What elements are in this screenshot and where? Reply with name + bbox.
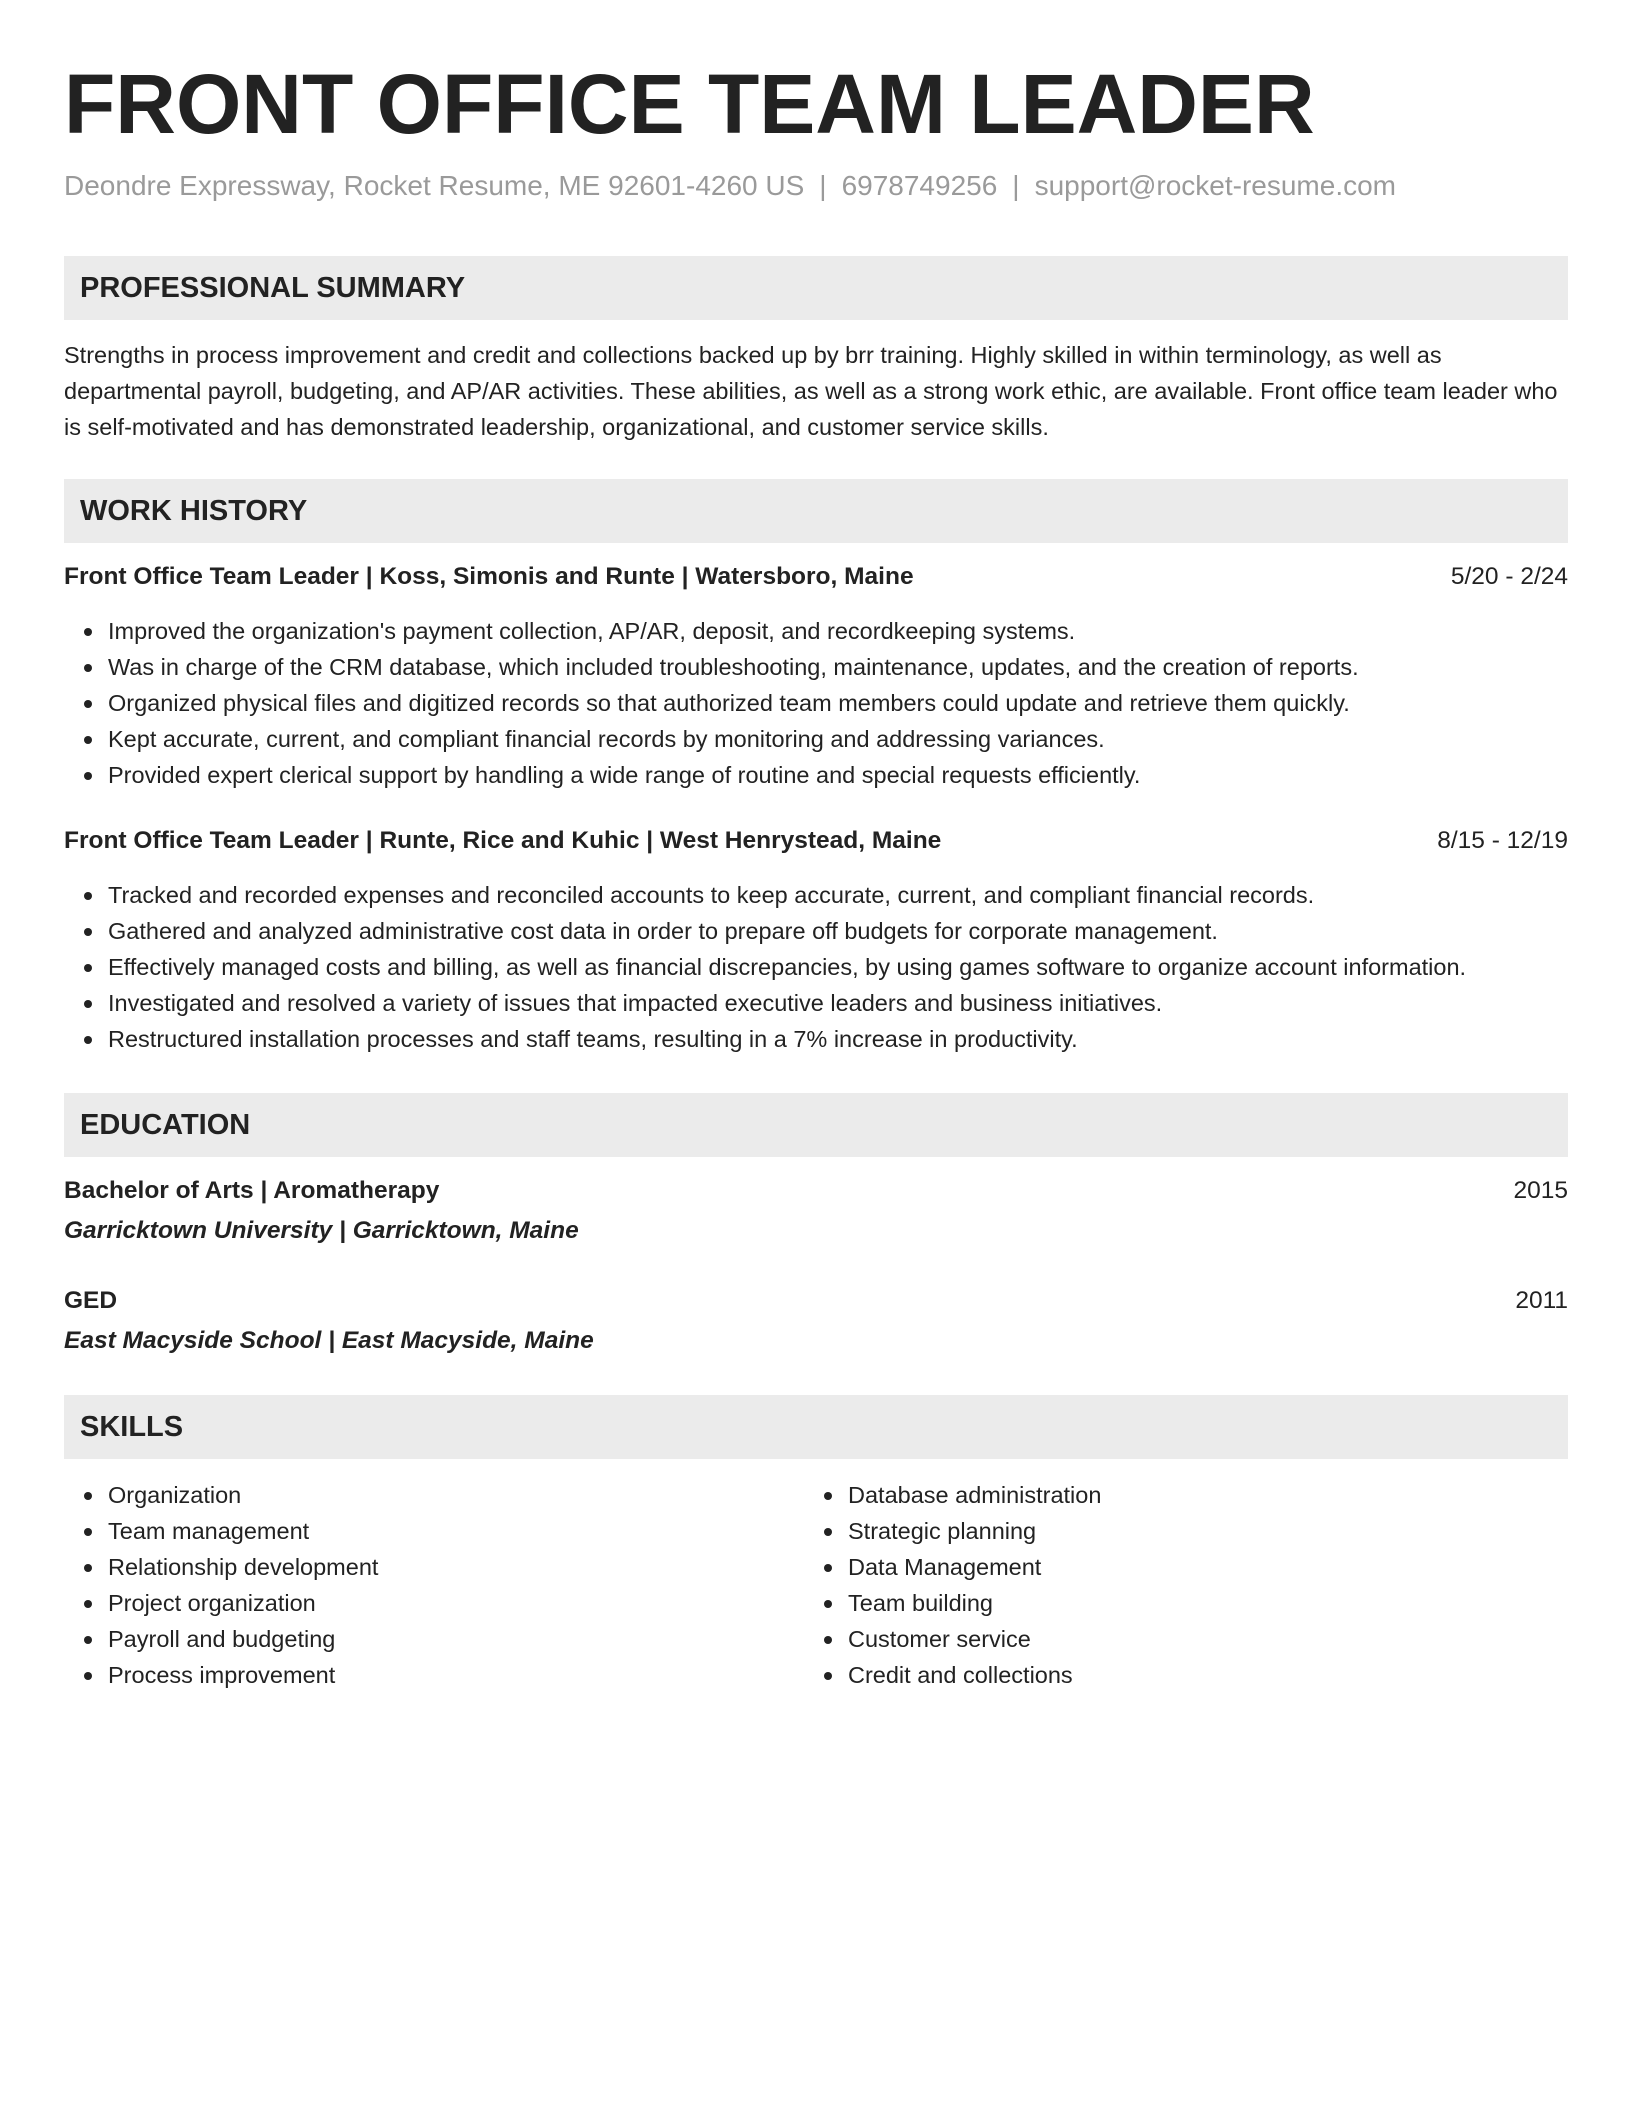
education-year: 2011	[1515, 1287, 1568, 1314]
bullet-icon	[84, 700, 92, 708]
contact-separator: |	[819, 170, 827, 201]
bullet-text: Tracked and recorded expenses and reconciled accounts to keep accurate, current, and compliant financial records.	[108, 882, 1315, 908]
education-school: East Macyside School | East Macyside, Maine	[64, 1327, 594, 1354]
section-header-skills: SKILLS	[64, 1395, 1568, 1459]
education-entry	[64, 1173, 1568, 1249]
contact-address: Deondre Expressway, Rocket Resume, ME 92601-4260 US	[64, 170, 805, 201]
job-entry	[64, 823, 1568, 1057]
skills-list	[804, 1477, 1544, 1693]
list-item	[848, 1585, 1544, 1621]
skill-text: Strategic planning	[848, 1518, 1037, 1544]
job-dates: 8/15 - 12/19	[1437, 827, 1568, 854]
bullet-icon	[84, 772, 92, 780]
list-item	[108, 1621, 804, 1657]
skill-text: Project organization	[108, 1590, 316, 1616]
education-entry	[64, 1283, 1568, 1359]
bullet-text: Gathered and analyzed administrative cost data in order to prepare off budgets for corporate management.	[108, 918, 1218, 944]
list-item	[848, 1657, 1544, 1693]
education-degree: GED	[64, 1287, 118, 1314]
list-item	[848, 1513, 1544, 1549]
skill-text: Credit and collections	[848, 1662, 1073, 1688]
skills-column-right	[804, 1477, 1544, 1693]
bullet-icon	[84, 1672, 92, 1680]
list-item	[108, 877, 1568, 913]
job-title: Front Office Team Leader | Koss, Simonis and Runte | Watersboro, Maine	[64, 563, 914, 590]
bullet-icon	[84, 964, 92, 972]
bullet-icon	[84, 1636, 92, 1644]
list-item	[108, 1657, 804, 1693]
skill-text: Customer service	[848, 1626, 1031, 1652]
list-item	[108, 1477, 804, 1513]
bullet-icon	[84, 1000, 92, 1008]
job-bullet-list	[64, 877, 1568, 1057]
job-header	[64, 823, 1568, 859]
education-year: 2015	[1513, 1177, 1568, 1204]
bullet-text: Kept accurate, current, and compliant financial records by monitoring and addressing variances.	[108, 726, 1105, 752]
bullet-text: Improved the organization's payment collection, AP/AR, deposit, and recordkeeping systems.	[108, 618, 1076, 644]
summary-text: Strengths in process improvement and credit and collections backed up by brr training. Highly skilled in within terminology, as well as departmental payroll, budgeting, and AP/AR activities. These abilities, as well as a strong work ethic, are available. Front office team leader who is self-motivated and has demonstrated leadership, organizational, and customer service skills.	[64, 342, 1558, 440]
skill-text: Data Management	[848, 1554, 1042, 1580]
contact-line	[64, 168, 1568, 204]
job-entry	[64, 559, 1568, 793]
skills-column-left	[64, 1477, 804, 1693]
job-bullet-list	[64, 613, 1568, 793]
list-item	[108, 757, 1568, 793]
bullet-icon	[84, 1564, 92, 1572]
list-item	[108, 649, 1568, 685]
list-item	[108, 685, 1568, 721]
list-item	[108, 1513, 804, 1549]
contact-separator: |	[1012, 170, 1020, 201]
bullet-text: Was in charge of the CRM database, which included troubleshooting, maintenance, updates, and the creation of reports.	[108, 654, 1359, 680]
skills-list	[64, 1477, 804, 1693]
list-item	[108, 721, 1568, 757]
bullet-text: Restructured installation processes and staff teams, resulting in a 7% increase in productivity.	[108, 1026, 1078, 1052]
list-item	[848, 1549, 1544, 1585]
job-dates: 5/20 - 2/24	[1450, 563, 1568, 590]
list-item	[108, 1549, 804, 1585]
list-item	[108, 949, 1568, 985]
bullet-icon	[84, 628, 92, 636]
list-item	[108, 1021, 1568, 1057]
list-item	[108, 1585, 804, 1621]
skill-text: Team building	[848, 1590, 994, 1616]
list-item	[108, 613, 1568, 649]
section-header-education: EDUCATION	[64, 1093, 1568, 1157]
bullet-icon	[84, 1528, 92, 1536]
bullet-icon	[84, 1492, 92, 1500]
contact-email: support@rocket-resume.com	[1034, 170, 1397, 201]
bullet-icon	[824, 1636, 832, 1644]
job-title: Front Office Team Leader | Runte, Rice and Kuhic | West Henrystead, Maine	[64, 827, 942, 854]
contact-phone: 6978749256	[841, 170, 998, 201]
bullet-icon	[824, 1672, 832, 1680]
list-item	[848, 1621, 1544, 1657]
bullet-text: Investigated and resolved a variety of issues that impacted executive leaders and business initiatives.	[108, 990, 1163, 1016]
skill-text: Team management	[108, 1518, 310, 1544]
bullet-icon	[84, 1036, 92, 1044]
education-school: Garricktown University | Garricktown, Maine	[64, 1217, 579, 1244]
education-header	[64, 1283, 1568, 1319]
section-header-work-history: WORK HISTORY	[64, 479, 1568, 543]
bullet-icon	[84, 928, 92, 936]
skill-text: Relationship development	[108, 1554, 379, 1580]
bullet-icon	[824, 1600, 832, 1608]
job-header	[64, 559, 1568, 595]
bullet-icon	[84, 892, 92, 900]
list-item	[848, 1477, 1544, 1513]
skill-text: Payroll and budgeting	[108, 1626, 336, 1652]
section-header-summary: PROFESSIONAL SUMMARY	[64, 256, 1568, 320]
skill-text: Organization	[108, 1482, 242, 1508]
bullet-icon	[84, 1600, 92, 1608]
bullet-icon	[824, 1564, 832, 1572]
education-header	[64, 1173, 1568, 1209]
bullet-text: Provided expert clerical support by handling a wide range of routine and special requests efficiently.	[108, 762, 1141, 788]
skill-text: Database administration	[848, 1482, 1102, 1508]
bullet-text: Organized physical files and digitized records so that authorized team members could update and retrieve them quickly.	[108, 690, 1350, 716]
resume-title: FRONT OFFICE TEAM LEADER	[64, 57, 1315, 151]
bullet-text: Effectively managed costs and billing, as well as financial discrepancies, by using games software to organize account information.	[108, 954, 1467, 980]
education-degree: Bachelor of Arts | Aromatherapy	[64, 1177, 440, 1204]
bullet-icon	[84, 664, 92, 672]
list-item	[108, 985, 1568, 1021]
bullet-icon	[824, 1528, 832, 1536]
bullet-icon	[84, 736, 92, 744]
list-item	[108, 913, 1568, 949]
skill-text: Process improvement	[108, 1662, 336, 1688]
bullet-icon	[824, 1492, 832, 1500]
skills-grid	[64, 1477, 1568, 1693]
